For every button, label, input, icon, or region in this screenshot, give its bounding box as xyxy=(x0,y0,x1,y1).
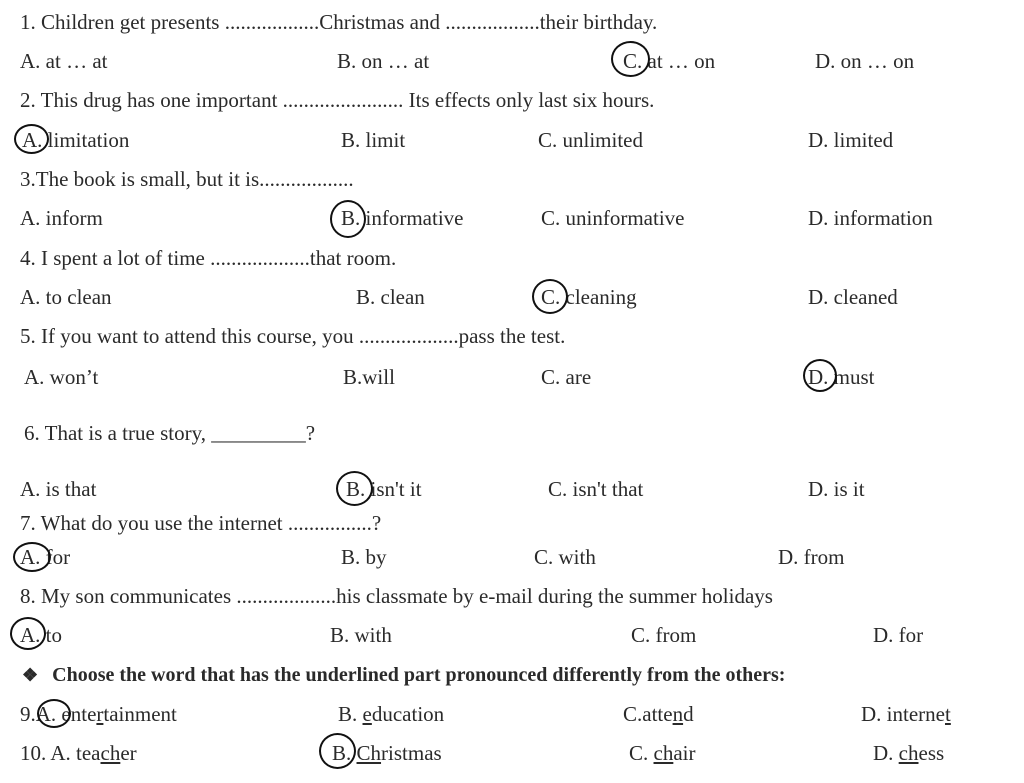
question-4: 4. I spent a lot of time ...................that room. xyxy=(20,246,397,270)
q2-option-a[interactable]: A. limitation xyxy=(22,128,130,152)
q8-option-c[interactable]: C. from xyxy=(631,623,697,647)
q5-option-c[interactable]: C. are xyxy=(541,365,592,389)
q1-option-b[interactable]: B. on … at xyxy=(337,49,430,73)
q9-option-c[interactable] xyxy=(623,701,694,727)
q5-option-a[interactable]: A. won’t xyxy=(24,365,99,389)
q3-option-c[interactable]: C. uninformative xyxy=(541,206,685,230)
underlined-part: ch xyxy=(898,741,919,765)
q4-option-c[interactable]: C. cleaning xyxy=(541,285,637,309)
section-heading: Choose the word that has the underlined part pronounced differently from the others: xyxy=(52,664,786,686)
q3-option-d[interactable]: D. information xyxy=(808,206,933,230)
word-part: air xyxy=(673,741,696,765)
section-heading-row xyxy=(22,662,785,688)
word-part: d xyxy=(683,702,694,726)
underlined-part: t xyxy=(944,702,951,726)
q4-option-a[interactable]: A. to clean xyxy=(20,285,112,309)
word-part: A. tea xyxy=(50,741,101,765)
q6-option-d[interactable]: D. is it xyxy=(808,477,865,501)
word-part: B. xyxy=(338,702,363,726)
word-part: er xyxy=(120,741,137,765)
q8-option-a[interactable]: A. to xyxy=(20,623,62,647)
q8-option-b[interactable]: B. with xyxy=(330,623,392,647)
q6-option-a[interactable]: A. is that xyxy=(20,477,97,501)
underlined-part: ch xyxy=(100,741,121,765)
question-1: 1. Children get presents ..................Christmas and ..................their birthday. xyxy=(20,10,658,34)
q9-option-a-word[interactable] xyxy=(56,702,177,726)
q7-option-d[interactable]: D. from xyxy=(778,545,845,569)
diamond-bullet-icon: ❖ xyxy=(22,665,39,685)
question-7: 7. What do you use the internet ................? xyxy=(20,511,382,535)
q7-option-a[interactable]: A. for xyxy=(20,545,71,569)
q2-option-d[interactable]: D. limited xyxy=(808,128,894,152)
q10-row xyxy=(20,740,137,766)
q5-option-b[interactable]: B.will xyxy=(343,365,395,389)
underlined-part: ch xyxy=(653,741,674,765)
q9-row xyxy=(20,701,177,727)
word-part: tainment xyxy=(103,702,177,726)
q6-option-b[interactable]: B. isn't it xyxy=(346,477,422,501)
word-part: ente xyxy=(56,702,97,726)
q6-option-c[interactable]: C. isn't that xyxy=(548,477,644,501)
q3-option-b[interactable]: B. informative xyxy=(341,206,464,230)
q1-option-a[interactable]: A. at … at xyxy=(20,49,108,73)
word-part: D. interne xyxy=(861,702,945,726)
question-3: 3.The book is small, but it is.................. xyxy=(20,167,354,191)
word-part: ess xyxy=(918,741,945,765)
word-part: C. xyxy=(629,741,654,765)
q9-number: 9. xyxy=(20,702,36,726)
q9-option-d[interactable] xyxy=(861,701,951,727)
q3-option-a[interactable]: A. inform xyxy=(20,206,103,230)
q1-option-c[interactable]: C. at … on xyxy=(623,49,716,73)
q5-option-d[interactable]: D. must xyxy=(808,365,875,389)
q4-option-d[interactable]: D. cleaned xyxy=(808,285,898,309)
q10-option-a[interactable] xyxy=(50,741,136,765)
q1-option-d[interactable]: D. on … on xyxy=(815,49,915,73)
word-part: D. xyxy=(873,741,899,765)
underlined-part: Ch xyxy=(356,741,382,765)
q9-option-b[interactable] xyxy=(338,701,444,727)
question-8: 8. My son communicates ...................his classmate by e-mail during the summer holidays xyxy=(20,584,773,608)
q10-number: 10. xyxy=(20,741,51,765)
underlined-part: e xyxy=(362,702,372,726)
q10-option-c[interactable] xyxy=(629,740,696,766)
question-2: 2. This drug has one important ....................... Its effects only last six hours. xyxy=(20,88,655,112)
q7-option-b[interactable]: B. by xyxy=(341,545,387,569)
question-5: 5. If you want to attend this course, you ...................pass the test. xyxy=(20,324,566,348)
word-part: ristmas xyxy=(381,741,442,765)
question-6: 6. That is a true story, _________? xyxy=(24,421,316,445)
q2-option-b[interactable]: B. limit xyxy=(341,128,406,152)
q4-option-b[interactable]: B. clean xyxy=(356,285,425,309)
q8-option-d[interactable]: D. for xyxy=(873,623,924,647)
underlined-part: r xyxy=(96,702,104,726)
q10-option-b[interactable] xyxy=(332,740,442,766)
q7-option-c[interactable]: C. with xyxy=(534,545,596,569)
q10-option-d[interactable] xyxy=(873,740,944,766)
word-part: C.atte xyxy=(623,702,673,726)
underlined-part: n xyxy=(672,702,684,726)
q9-option-a-letter[interactable]: A. xyxy=(35,702,57,726)
word-part: ducation xyxy=(371,702,445,726)
q2-option-c[interactable]: C. unlimited xyxy=(538,128,643,152)
option-letter: B. xyxy=(332,741,357,765)
